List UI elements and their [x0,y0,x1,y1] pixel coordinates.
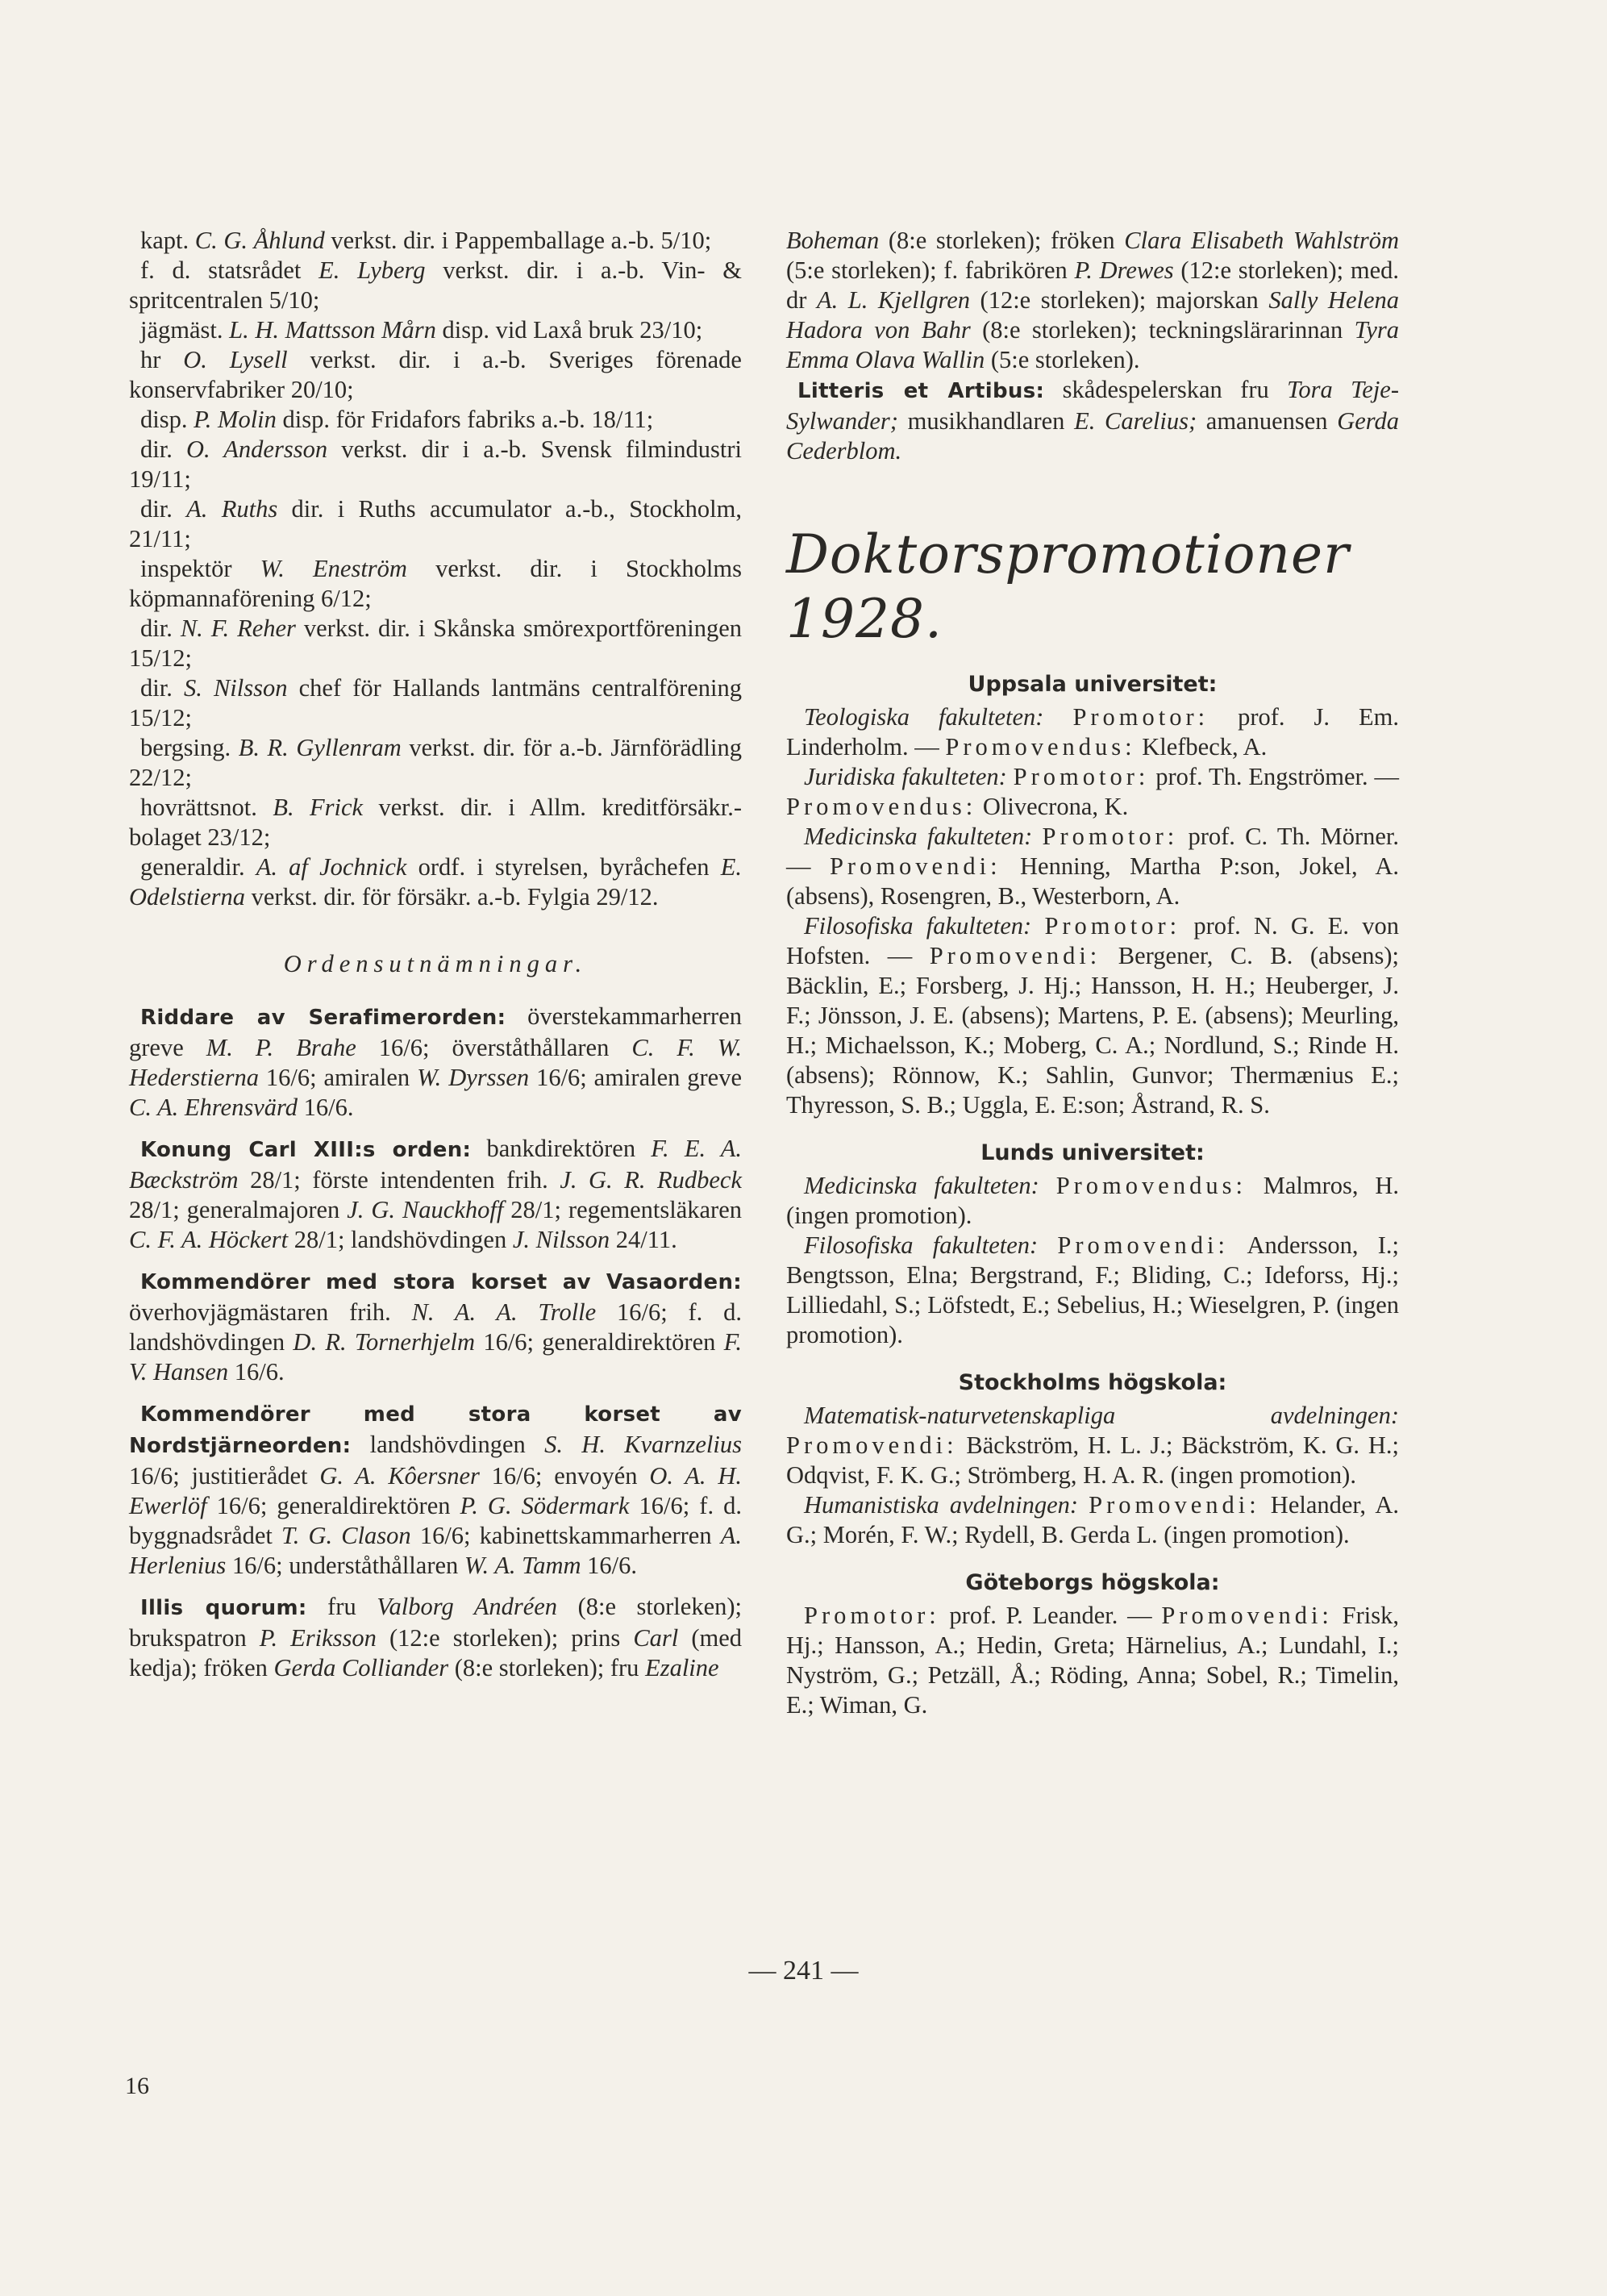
faculty-entry: Matematisk-naturvetenskapliga avdelningen: Promovendi: Bäckström, H. L. J.; Bäckström, K. G. H.; Odqvist, F. K. G.; Strömberg, H. A. R. (ingen promotion). [786,1402,1399,1489]
right-column [786,226,1399,1720]
appointment-item: generaldir. A. af Jochnick ordf. i styrelsen, byråchefen E. Odelstierna verkst. dir. för försäkr. a.-b. Fylgia 29/12. [129,853,742,910]
appointment-item: dir. A. Ruths dir. i Ruths accumulator a.-b., Stockholm, 21/11; [129,495,743,552]
order-serafimer: Riddare av Serafimerorden: överstekammarherren greve M. P. Brahe 16/6; överståthållaren C. F. W. Hederstierna 16/6; amiralen W. Dyrssen 16/6; amiralen greve C. A. Ehrensvärd 16/6. [129,1002,743,1121]
appointment-item: dir. O. Andersson verkst. dir i a.-b. Svensk filmindustri 19/11; [129,435,743,493]
faculty-entry: Medicinska fakulteten: Promovendus: Malmros, H. (ingen promotion). [786,1172,1399,1229]
appointment-item: dir. N. F. Reher verkst. dir. i Skånska smörexportföreningen 15/12; [129,615,742,672]
appointment-item: bergsing. B. R. Gyllenram verkst. dir. för a.-b. Järnförädling 22/12; [129,734,742,791]
appointment-item: f. d. statsrådet E. Lyberg verkst. dir. i a.-b. Vin- & spritcentralen 5/10; [129,256,742,314]
appointments-list [129,226,742,912]
appointment-item: disp. P. Molin disp. för Fridafors fabriks a.-b. 18/11; [140,406,654,433]
faculty-entry: Medicinska fakulteten: Promotor: prof. C. Th. Mörner. — Promovendi: Henning, Martha P:son, Jokel, A. (absens), Rosengren, B., Westerborn, A. [786,823,1399,910]
lund-heading: Lunds universitet: [980,1140,1205,1165]
appointment-item: hovrättsnot. B. Frick verkst. dir. i Allm. kreditförsäkr.-bolaget 23/12; [129,794,742,851]
order-label: Kommendörer med stora korset av Nordstjärneorden: [129,1402,742,1458]
section-title: Doktorspromotioner 1928. [786,523,1350,650]
faculty-entry: Promotor: prof. P. Leander. — Promovendi: Frisk, Hj.; Hansson, A.; Hedin, Greta; Härnelius, A.; Lundahl, I.; Nyström, G.; Petzäll, Å.; Röding, Anna; Sobel, R.; Timelin, E.; Wiman, G. [786,1602,1399,1719]
appointment-item: hr O. Lysell verkst. dir. i a.-b. Sveriges förenade konservfabriker 20/10; [129,346,742,403]
goteborg-heading: Göteborgs högskola: [965,1570,1220,1595]
order-carl13: Konung Carl XIII:s orden: bankdirektören F. E. A. Bæckström 28/1; förste intendenten frih. J. G. R. Rudbeck 28/1; generalmajoren J. G. Nauckhoff 28/1; regementsläkaren C. F. A. Höckert 28/1; landshövdingen J. Nilsson 24/11. [129,1135,743,1253]
order-illis-quorum: Illis quorum: fru Valborg Andréen (8:e storleken); brukspatron P. Eriksson (12:e storleken); prins Carl (med kedja); fröken Gerda Colliander (8:e storleken); fru Ezaline [129,1593,742,1681]
appointment-item: kapt. C. G. Åhlund verkst. dir. i Pappemballage a.-b. 5/10; [140,227,712,254]
order-label: Riddare av Serafimerorden: [140,1006,506,1030]
order-label: Illis quorum: [140,1596,307,1620]
order-nordstjarne: Kommendörer med stora korset av Nordstjärneorden: landshövdingen S. H. Kvarnzelius 16/6; justitierådet G. A. Kôersner 16/6; envoyén O. A. H. Ewerlöf 16/6; generaldirektören P. G. Södermark 16/6; f. d. byggnadsrådet T. G. Clason 16/6; kabinettskammarherren A. Herlenius 16/6; underståthållaren W. A. Tamm 16/6. [129,1402,743,1579]
appointment-item: jägmäst. L. H. Mattsson Mårn disp. vid Laxå bruk 23/10; [140,316,703,344]
faculty-entry: Filosofiska fakulteten: Promotor: prof. N. G. E. von Hofsten. — Promovendi: Bergener, C. B. (absens); Bäcklin, E.; Forsberg, J. Hj.; Hansson, H. H.; Heuberger, J. F.; Jönsson, J. E. (absens); Martens, P. E. (absens); Meurling, H.; Michaelsson, K.; Moberg, C. A.; Nordlund, S.; Rinde H. (absens); Rönnow, K.; Sahlin, Gunvor; Thermænius E.; Thyresson, S. B.; Uggla, E. E:son; Åstrand, R. S. [786,912,1400,1119]
illis-quorum-continued: Boheman (8:e storleken); fröken Clara Elisabeth Wahlström (5:e storleken); f. fabrikören P. Drewes (12:e storleken); med. dr A. L. Kjellgren (12:e storleken); majorskan Sally Helena Hadora von Bahr (8:e storleken); teckningslärarinnan Tyra Emma Olava Wallin (5:e storleken). [786,227,1400,373]
left-column [129,226,742,1683]
stockholm-heading: Stockholms högskola: [958,1370,1227,1395]
faculty-entry: Humanistiska avdelningen: Promovendi: Helander, A. G.; Morén, F. W.; Rydell, B. Gerda L. (ingen promotion). [786,1491,1400,1548]
appointment-item: dir. S. Nilsson chef för Hallands lantmäns centralförening 15/12; [129,674,743,731]
order-vasa: Kommendörer med stora korset av Vasaorden: överhovjägmästaren frih. N. A. A. Trolle 16/6; f. d. landshövdingen D. R. Tornerhjelm 16/6; generaldirektören F. V. Hansen 16/6. [129,1270,742,1386]
faculty-entry: Juridiska fakulteten: Promotor: prof. Th. Engströmer. — Promovendus: Olivecrona, K. [786,763,1399,820]
order-label: Kommendörer med stora korset av Vasaorden: [140,1270,742,1294]
orders-heading: Ordensutnämningar. [283,950,588,977]
appointment-item: inspektör W. Eneström verkst. dir. i Stockholms köpmannaförening 6/12; [129,555,742,612]
order-label: Konung Carl XIII:s orden: [140,1138,472,1162]
folio-number: 16 [125,2073,149,2099]
faculty-entry: Teologiska fakulteten: Promotor: prof. J. Em. Linderholm. — Promovendus: Klefbeck, A. [786,703,1399,760]
order-label: Litteris et Artibus: [797,379,1045,403]
uppsala-heading: Uppsala universitet: [968,672,1218,697]
page-number: — 241 — [748,1956,859,1986]
faculty-entry: Filosofiska fakulteten: Promovendi: Andersson, I.; Bengtsson, Elna; Bergstrand, F.; Bliding, C.; Ideforss, Hj.; Lilliedahl, S.; Löfstedt, E.; Sebelius, H.; Wieselgren, P. (ingen promotion). [786,1231,1400,1348]
order-litteris-et-artibus: Litteris et Artibus: skådespelerskan fru Tora Teje-Sylwander; musikhandlaren E. Carelius; amanuensen Gerda Cederblom. [786,376,1400,465]
